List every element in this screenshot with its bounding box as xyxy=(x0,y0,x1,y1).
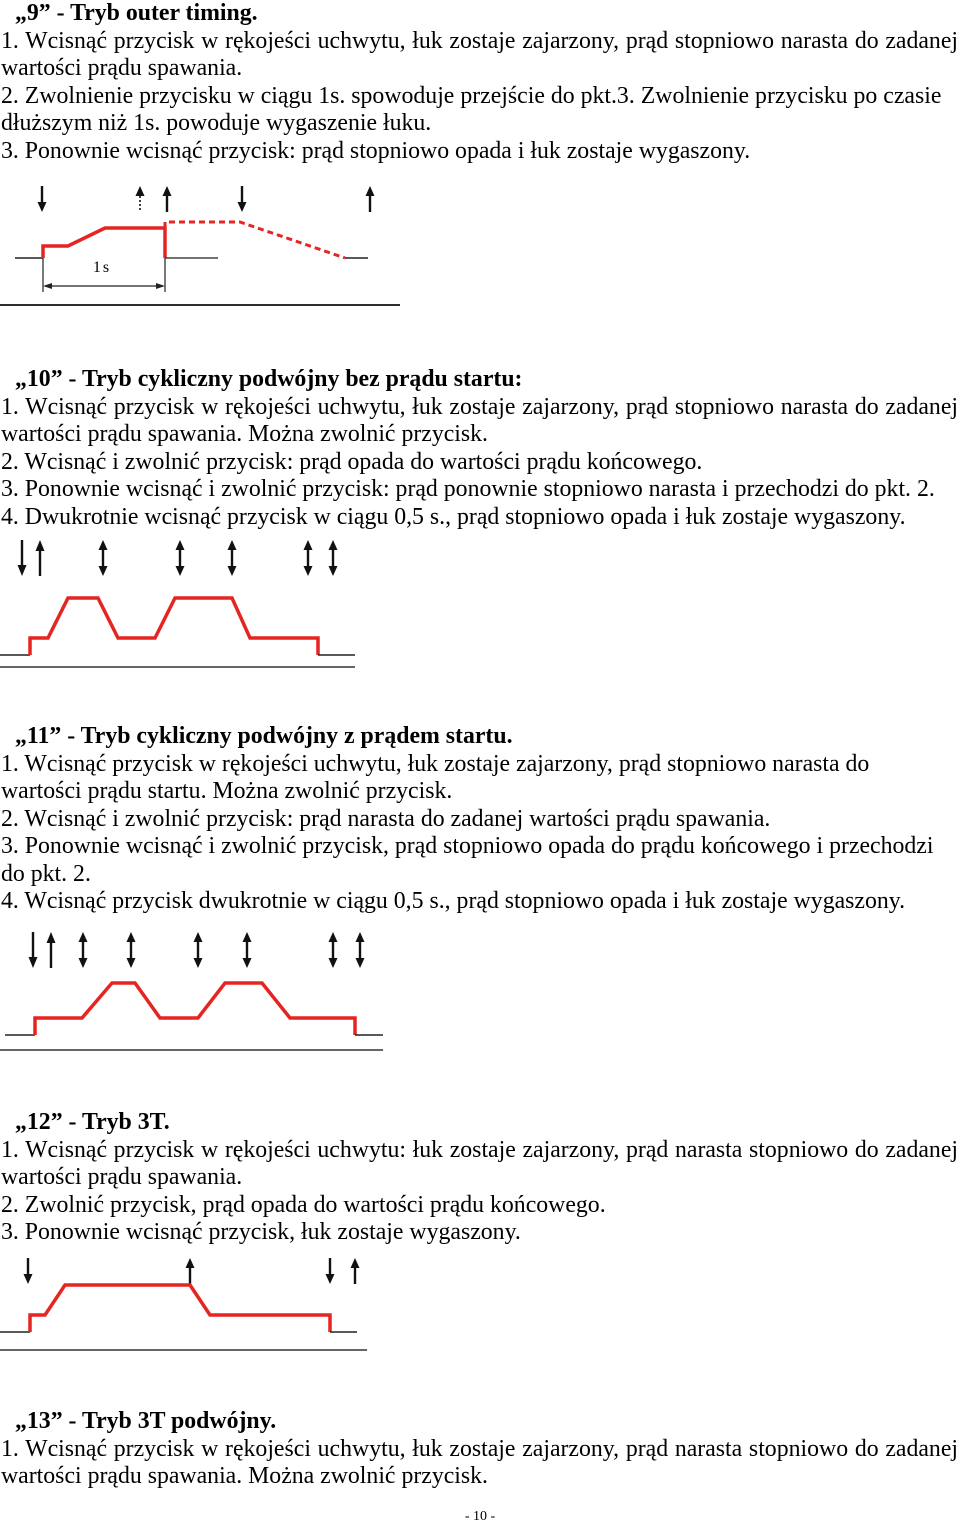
section-mode-13 xyxy=(1,1408,958,1491)
timing-diagram-mode-11 xyxy=(0,926,400,1056)
arrow-up-dotted-icon xyxy=(136,186,145,212)
timing-diagram-mode-10 xyxy=(0,536,380,674)
section-title: „12” - Tryb 3T. xyxy=(15,1109,170,1135)
arrow-down-icon xyxy=(38,186,47,212)
section-mode-11 xyxy=(1,723,958,916)
current-waveform xyxy=(30,598,318,655)
text-line: dłuższym niż 1s. powoduje wygaszenie łuku. xyxy=(1,110,432,136)
text-line: 1. Wcisnąć przycisk w rękojeści uchwytu, łuk zostaje zajarzony, prąd stopniowo narasta do zadanej xyxy=(1,393,958,420)
arrow-up-down-icon xyxy=(79,932,88,968)
arrow-up-down-icon xyxy=(127,932,136,968)
arrow-down-icon xyxy=(18,540,27,576)
arrow-up-down-icon xyxy=(228,540,237,576)
timing-diagram-mode-9 xyxy=(0,178,420,312)
text-line: 3. Ponownie wcisnąć przycisk: prąd stopniowo opada i łuk zostaje wygaszony. xyxy=(1,137,751,164)
section-mode-10 xyxy=(1,366,958,531)
section-mode-12 xyxy=(1,1109,958,1247)
text-line: wartości prądu startu. Można zwolnić przycisk. xyxy=(1,778,453,804)
text-line: wartości prądu spawania. xyxy=(1,1164,243,1190)
text-line: 2. Zwolnienie przycisku w ciągu 1s. spowoduje przejście do pkt.3. Zwolnienie przycisku po czasie xyxy=(1,82,942,109)
text-line: 1. Wcisnąć przycisk w rękojeści uchwytu: łuk zostaje zajarzony, prąd narasta stopniowo do zadanej xyxy=(1,1136,958,1163)
arrow-up-icon xyxy=(163,186,172,212)
arrow-up-down-icon xyxy=(329,932,338,968)
current-waveform xyxy=(35,983,355,1035)
arrow-up-down-icon xyxy=(243,932,252,968)
text-line: 2. Wcisnąć i zwolnić przycisk: prąd opada do wartości prądu końcowego. xyxy=(1,448,703,475)
arrow-down-icon xyxy=(24,1258,33,1284)
arrow-down-icon xyxy=(238,186,247,212)
text-line: 1. Wcisnąć przycisk w rękojeści uchwytu, łuk zostaje zajarzony, prąd narasta stopniowo do zadanej xyxy=(1,1435,958,1462)
text-line: wartości prądu spawania. Można zwolnić przycisk. xyxy=(1,421,489,447)
page-number: - 10 - xyxy=(464,1509,496,1524)
text-line: 4. Wcisnąć przycisk dwukrotnie w ciągu 0,5 s., prąd stopniowo opada i łuk zostaje wygaszony. xyxy=(1,888,906,914)
arrow-up-down-icon xyxy=(176,540,185,576)
current-waveform-alternative xyxy=(165,222,345,258)
current-waveform xyxy=(43,228,165,258)
arrow-up-down-icon xyxy=(304,540,313,576)
text-line: 1. Wcisnąć przycisk w rękojeści uchwytu, łuk zostaje zajarzony, prąd stopniowo narasta do zadanej xyxy=(1,27,958,54)
arrow-up-icon xyxy=(351,1258,360,1284)
text-line: 2. Wcisnąć i zwolnić przycisk: prąd narasta do zadanej wartości prądu spawania. xyxy=(1,805,771,832)
arrow-up-icon xyxy=(186,1258,195,1284)
text-line: 3. Ponownie wcisnąć przycisk, łuk zostaje wygaszony. xyxy=(1,1219,521,1245)
section-title: „9” - Tryb outer timing. xyxy=(15,0,258,26)
arrow-up-icon xyxy=(36,540,45,576)
text-line: do pkt. 2. xyxy=(1,860,91,887)
text-line: 4. Dwukrotnie wcisnąć przycisk w ciągu 0,5 s., prąd stopniowo opada i łuk zostaje wygaszony. xyxy=(1,503,906,530)
arrow-up-down-icon xyxy=(194,932,203,968)
arrow-up-icon xyxy=(47,932,56,968)
text-line: 2. Zwolnić przycisk, prąd opada do wartości prądu końcowego. xyxy=(1,1191,606,1218)
section-mode-9 xyxy=(1,0,958,165)
arrow-up-down-icon xyxy=(99,540,108,576)
arrow-up-down-icon xyxy=(329,540,338,576)
arrow-up-icon xyxy=(366,186,375,212)
text-line: wartości prądu spawania. xyxy=(1,55,243,81)
arrow-up-down-icon xyxy=(356,932,365,968)
current-waveform xyxy=(30,1285,330,1332)
arrow-down-icon xyxy=(326,1258,335,1284)
section-title: „13” - Tryb 3T podwójny. xyxy=(15,1408,277,1434)
text-line: 1. Wcisnąć przycisk w rękojeści uchwytu, łuk zostaje zajarzony, prąd stopniowo narasta do xyxy=(1,750,870,777)
section-title: „11” - Tryb cykliczny podwójny z prądem startu. xyxy=(15,723,513,749)
text-line: wartości prądu spawania. Można zwolnić przycisk. xyxy=(1,1463,489,1489)
duration-label: 1s xyxy=(92,259,112,276)
text-line: 3. Ponownie wcisnąć i zwolnić przycisk: prąd ponownie stopniowo narasta i przechodzi do pkt. 2. xyxy=(1,476,935,502)
text-line: 3. Ponownie wcisnąć i zwolnić przycisk, prąd stopniowo opada do prądu końcowego i przechodzi xyxy=(1,833,934,859)
timing-diagram-mode-12 xyxy=(0,1252,380,1356)
section-title: „10” - Tryb cykliczny podwójny bez prądu startu: xyxy=(15,366,523,392)
arrow-down-icon xyxy=(29,932,38,968)
